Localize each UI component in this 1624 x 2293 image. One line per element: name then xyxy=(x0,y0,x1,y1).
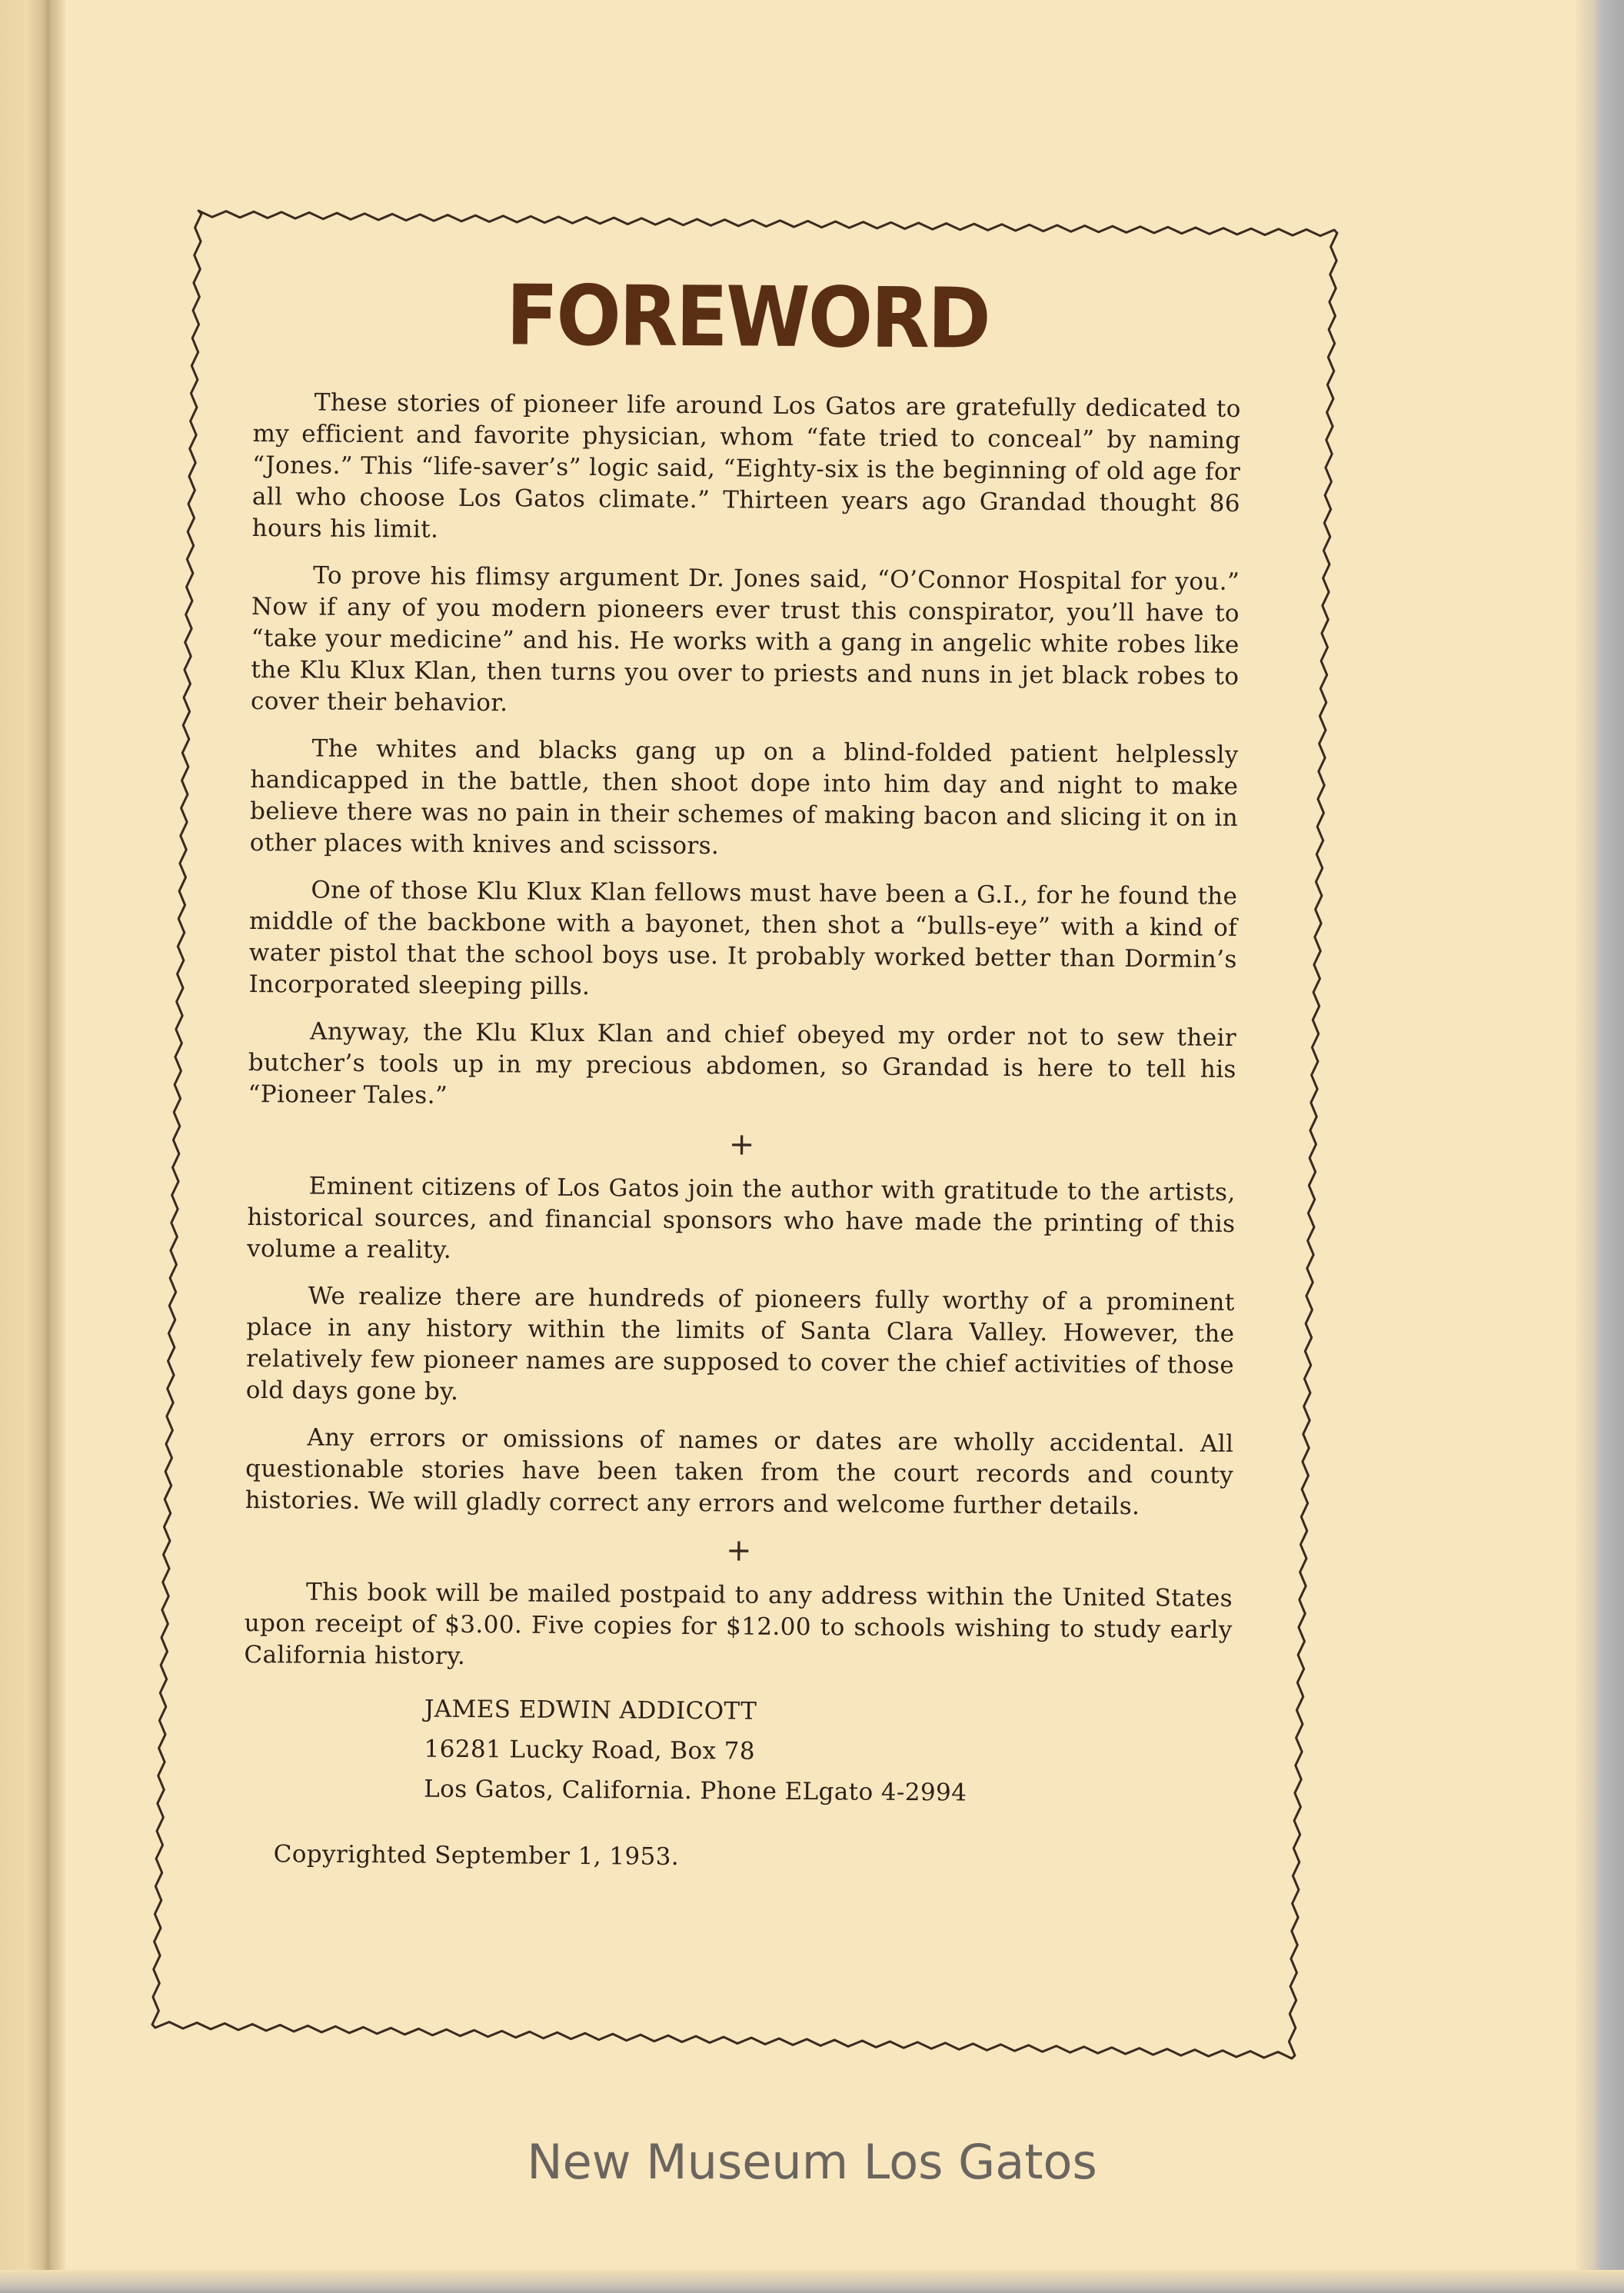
author-address-city-phone: Los Gatos, California. Phone ELgato 4-2994 xyxy=(424,1775,967,1807)
divider-plus-icon: + xyxy=(728,1127,755,1163)
museum-watermark: New Museum Los Gatos xyxy=(527,2134,1097,2190)
author-address-street: 16281 Lucky Road, Box 78 xyxy=(424,1735,756,1766)
paragraph-whites-and-blacks: The whites and blacks gang up on a blind-folded patient helplessly handicapped in the battle, then shoot dope into him day and night to make believe there was no pain in their schemes of making bacon and slicing it on in other places with knives and scissors. xyxy=(249,734,1239,860)
paragraph-pioneers: We realize there are hundreds of pioneers fully worthy of a prominent place in any history within the limits of Santa Clara Valley. However, the relatively few pioneer names are supposed to cover the chief activities of those old days gone by. xyxy=(245,1282,1235,1406)
paragraph-dr-jones: To prove his flimsy argument Dr. Jones said, “O’Connor Hospital for you.” Now if any of you modern pioneers ever trust this conspirator, you’ll have to “take your medicine” and his. He works with a gang in angelic white robes like the Klu Klux Klan, then turns you over to priests and nuns in jet black robes to cover their behavior. xyxy=(250,561,1240,717)
author-name: JAMES EDWIN ADDICOTT xyxy=(424,1695,757,1726)
copyright-notice: Copyrighted September 1, 1953. xyxy=(273,1840,680,1871)
facing-page-edge xyxy=(0,0,49,2293)
paragraph-errors: Any errors or omissions of names or dates are wholly accidental. All questionable stories have been taken from the court records and county histories. We will gladly correct any errors and welcome further details. xyxy=(245,1423,1234,1521)
paragraph-anyway: Anyway, the Klu Klux Klan and chief obeyed my order not to sew their butcher’s tools up in my precious abdomen, so Grandad is here to tell his “Pioneer Tales.” xyxy=(248,1017,1237,1110)
paragraph-gi: One of those Klu Klux Klan fellows must have been a G.I., for he found the middle of the backbone with a bayonet, then shot a “bulls-eye” with a kind of water pistol that the school boys use. It probably worked better than Dormin’s Incorporated sleeping pills. xyxy=(248,876,1238,1001)
page-bottom-edge xyxy=(0,2270,1624,2293)
page-title: FOREWORD xyxy=(505,268,990,368)
foreword-content xyxy=(243,268,1242,1875)
book-gutter xyxy=(49,0,66,2293)
paragraph-dedication: These stories of pioneer life around Los Gatos are gratefully dedicated to my efficient and favorite physician, whom “fate tried to conceal” by naming “Jones.” This “life-saver’s” logic said, “Eighty-six is the beginning of old age for all who choose Los Gatos climate.” Thirteen years ago Grandad thought 86 hours his limit. xyxy=(251,388,1241,544)
divider-plus-icon: + xyxy=(725,1533,752,1569)
page-right-edge xyxy=(1576,0,1624,2293)
paragraph-eminent-citizens: Eminent citizens of Los Gatos join the author with gratitude to the artists, historical sources, and financial sponsors who have made the printing of this volume a reality. xyxy=(247,1172,1236,1264)
author-signature-block xyxy=(424,1689,1232,1815)
paragraph-mail-order: This book will be mailed postpaid to any address within the United States upon receipt of $3.00. Five copies for $12.00 to schools wishing to study early California history. xyxy=(244,1578,1233,1670)
